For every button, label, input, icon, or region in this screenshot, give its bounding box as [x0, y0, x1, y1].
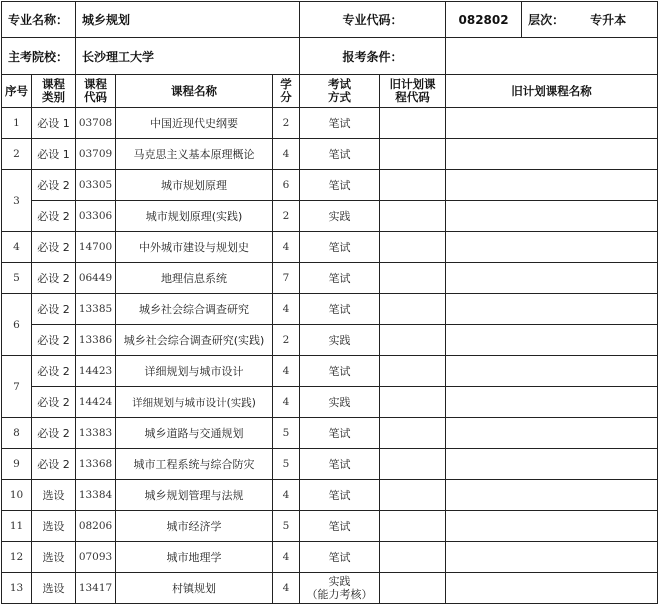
row-credit: 5	[273, 511, 300, 542]
row-code: 13384	[76, 480, 116, 511]
row-exam: 笔试	[300, 108, 380, 139]
row-old-code	[380, 201, 446, 232]
col-header-code: 课程代码	[76, 75, 116, 108]
row-old-code	[380, 573, 446, 604]
major-name-label: 专业名称：	[2, 2, 76, 38]
row-course-name: 城乡社会综合调查研究	[116, 294, 273, 325]
row-old-name	[446, 418, 658, 449]
row-old-code	[380, 170, 446, 201]
row-old-code	[380, 139, 446, 170]
row-course-name: 马克思主义基本原理概论	[116, 139, 273, 170]
row-credit: 2	[273, 201, 300, 232]
row-credit: 4	[273, 139, 300, 170]
row-course-name: 中国近现代史纲要	[116, 108, 273, 139]
row-course-name: 详细规划与城市设计(实践)	[116, 387, 273, 418]
row-course-name: 城乡道路与交通规划	[116, 418, 273, 449]
row-old-name	[446, 542, 658, 573]
row-exam: 实践	[300, 201, 380, 232]
row-course-name: 村镇规划	[116, 573, 273, 604]
col-header-exam: 考试方式	[300, 75, 380, 108]
row-old-name	[446, 387, 658, 418]
row-code: 08206	[76, 511, 116, 542]
row-exam: 笔试	[300, 294, 380, 325]
conditions-label: 报考条件：	[300, 38, 446, 75]
row-exam: 笔试	[300, 170, 380, 201]
row-type: 必设 2	[32, 170, 76, 201]
table-row	[2, 573, 658, 604]
row-no: 1	[2, 108, 32, 139]
table-row	[2, 480, 658, 511]
column-header-row	[2, 75, 658, 108]
row-course-name: 城乡社会综合调查研究(实践)	[116, 325, 273, 356]
row-old-name	[446, 480, 658, 511]
level-cell	[522, 2, 658, 38]
row-no: 13	[2, 573, 32, 604]
row-old-code	[380, 232, 446, 263]
table-row	[2, 542, 658, 573]
row-old-code	[380, 294, 446, 325]
row-type: 必设 2	[32, 356, 76, 387]
row-no: 2	[2, 139, 32, 170]
row-old-name	[446, 573, 658, 604]
major-name-value: 城乡规划	[76, 2, 300, 38]
row-no: 7	[2, 356, 32, 418]
row-code: 03709	[76, 139, 116, 170]
table-row	[2, 511, 658, 542]
row-code: 03708	[76, 108, 116, 139]
row-credit: 4	[273, 387, 300, 418]
row-old-code	[380, 480, 446, 511]
conditions-value	[446, 38, 658, 75]
table-row	[2, 170, 658, 201]
row-credit: 6	[273, 170, 300, 201]
row-code: 03306	[76, 201, 116, 232]
row-old-code	[380, 418, 446, 449]
row-old-name	[446, 263, 658, 294]
row-credit: 4	[273, 480, 300, 511]
row-exam: 笔试	[300, 263, 380, 294]
row-no: 4	[2, 232, 32, 263]
course-plan-table	[1, 1, 658, 604]
row-credit: 4	[273, 232, 300, 263]
row-old-name	[446, 449, 658, 480]
row-old-code	[380, 542, 446, 573]
row-code: 13385	[76, 294, 116, 325]
row-code: 13368	[76, 449, 116, 480]
table-row	[2, 387, 658, 418]
row-old-code	[380, 325, 446, 356]
row-exam: 笔试	[300, 139, 380, 170]
header-row-school	[2, 38, 658, 75]
row-type: 必设 2	[32, 387, 76, 418]
row-course-name: 详细规划与城市设计	[116, 356, 273, 387]
col-header-old-code: 旧计划课程代码	[380, 75, 446, 108]
row-no: 5	[2, 263, 32, 294]
row-credit: 2	[273, 325, 300, 356]
row-no: 6	[2, 294, 32, 356]
row-type: 必设 2	[32, 418, 76, 449]
row-credit: 4	[273, 356, 300, 387]
row-exam: 笔试	[300, 480, 380, 511]
table-row	[2, 139, 658, 170]
row-type: 选设	[32, 511, 76, 542]
row-course-name: 城市地理学	[116, 542, 273, 573]
level-value: 专升本	[590, 13, 627, 27]
row-code: 13417	[76, 573, 116, 604]
row-code: 06449	[76, 263, 116, 294]
row-code: 03305	[76, 170, 116, 201]
table-row	[2, 325, 658, 356]
row-credit: 2	[273, 108, 300, 139]
row-old-name	[446, 139, 658, 170]
table-row	[2, 263, 658, 294]
row-type: 必设 2	[32, 449, 76, 480]
row-no: 8	[2, 418, 32, 449]
row-credit: 4	[273, 573, 300, 604]
row-type: 必设 2	[32, 232, 76, 263]
row-no: 12	[2, 542, 32, 573]
row-old-code	[380, 449, 446, 480]
col-header-credit: 学分	[273, 75, 300, 108]
row-exam: 实践	[300, 387, 380, 418]
row-exam: 笔试	[300, 418, 380, 449]
row-code: 14700	[76, 232, 116, 263]
row-code: 13383	[76, 418, 116, 449]
row-no: 3	[2, 170, 32, 232]
row-old-code	[380, 387, 446, 418]
row-old-code	[380, 511, 446, 542]
row-type: 必设 2	[32, 201, 76, 232]
table-row	[2, 201, 658, 232]
row-old-code	[380, 356, 446, 387]
major-code-value: 082802	[446, 2, 522, 38]
row-code: 14423	[76, 356, 116, 387]
row-code: 07093	[76, 542, 116, 573]
col-header-no: 序号	[2, 75, 32, 108]
row-old-code	[380, 108, 446, 139]
row-type: 必设 2	[32, 325, 76, 356]
row-code: 14424	[76, 387, 116, 418]
row-course-name: 城市规划原理(实践)	[116, 201, 273, 232]
row-code: 13386	[76, 325, 116, 356]
header-row-major	[2, 2, 658, 38]
row-exam: 笔试	[300, 449, 380, 480]
row-old-name	[446, 511, 658, 542]
row-old-name	[446, 108, 658, 139]
row-course-name: 城市规划原理	[116, 170, 273, 201]
row-credit: 7	[273, 263, 300, 294]
row-type: 选设	[32, 480, 76, 511]
row-old-name	[446, 232, 658, 263]
row-credit: 5	[273, 449, 300, 480]
row-old-code	[380, 263, 446, 294]
row-exam: 笔试	[300, 232, 380, 263]
row-course-name: 城乡规划管理与法规	[116, 480, 273, 511]
table-row	[2, 418, 658, 449]
row-exam: 实践	[300, 325, 380, 356]
table-row	[2, 356, 658, 387]
row-course-name: 城市经济学	[116, 511, 273, 542]
table-row	[2, 232, 658, 263]
row-credit: 5	[273, 418, 300, 449]
major-code-label: 专业代码：	[300, 2, 446, 38]
row-exam-type: 实践	[328, 575, 351, 588]
table-row	[2, 449, 658, 480]
table-row	[2, 108, 658, 139]
row-course-name: 城市工程系统与综合防灾	[116, 449, 273, 480]
level-label: 层次：	[528, 13, 565, 27]
col-header-name: 课程名称	[116, 75, 273, 108]
row-no: 10	[2, 480, 32, 511]
table-row	[2, 294, 658, 325]
school-label: 主考院校：	[2, 38, 76, 75]
row-old-name	[446, 170, 658, 201]
row-no: 9	[2, 449, 32, 480]
row-exam	[300, 573, 380, 604]
row-exam: 笔试	[300, 356, 380, 387]
row-course-name: 中外城市建设与规划史	[116, 232, 273, 263]
row-exam-note: （能力考核）	[306, 588, 373, 601]
school-value: 长沙理工大学	[76, 38, 300, 75]
row-type: 选设	[32, 542, 76, 573]
row-exam: 笔试	[300, 511, 380, 542]
row-old-name	[446, 294, 658, 325]
row-credit: 4	[273, 542, 300, 573]
row-credit: 4	[273, 294, 300, 325]
row-no: 11	[2, 511, 32, 542]
row-type: 必设 2	[32, 294, 76, 325]
row-old-name	[446, 325, 658, 356]
row-type: 必设 1	[32, 108, 76, 139]
col-header-old-name: 旧计划课程名称	[446, 75, 658, 108]
row-course-name: 地理信息系统	[116, 263, 273, 294]
row-old-name	[446, 201, 658, 232]
col-header-type: 课程类别	[32, 75, 76, 108]
row-exam: 笔试	[300, 542, 380, 573]
row-type: 必设 1	[32, 139, 76, 170]
row-old-name	[446, 356, 658, 387]
row-type: 必设 2	[32, 263, 76, 294]
row-type: 选设	[32, 573, 76, 604]
